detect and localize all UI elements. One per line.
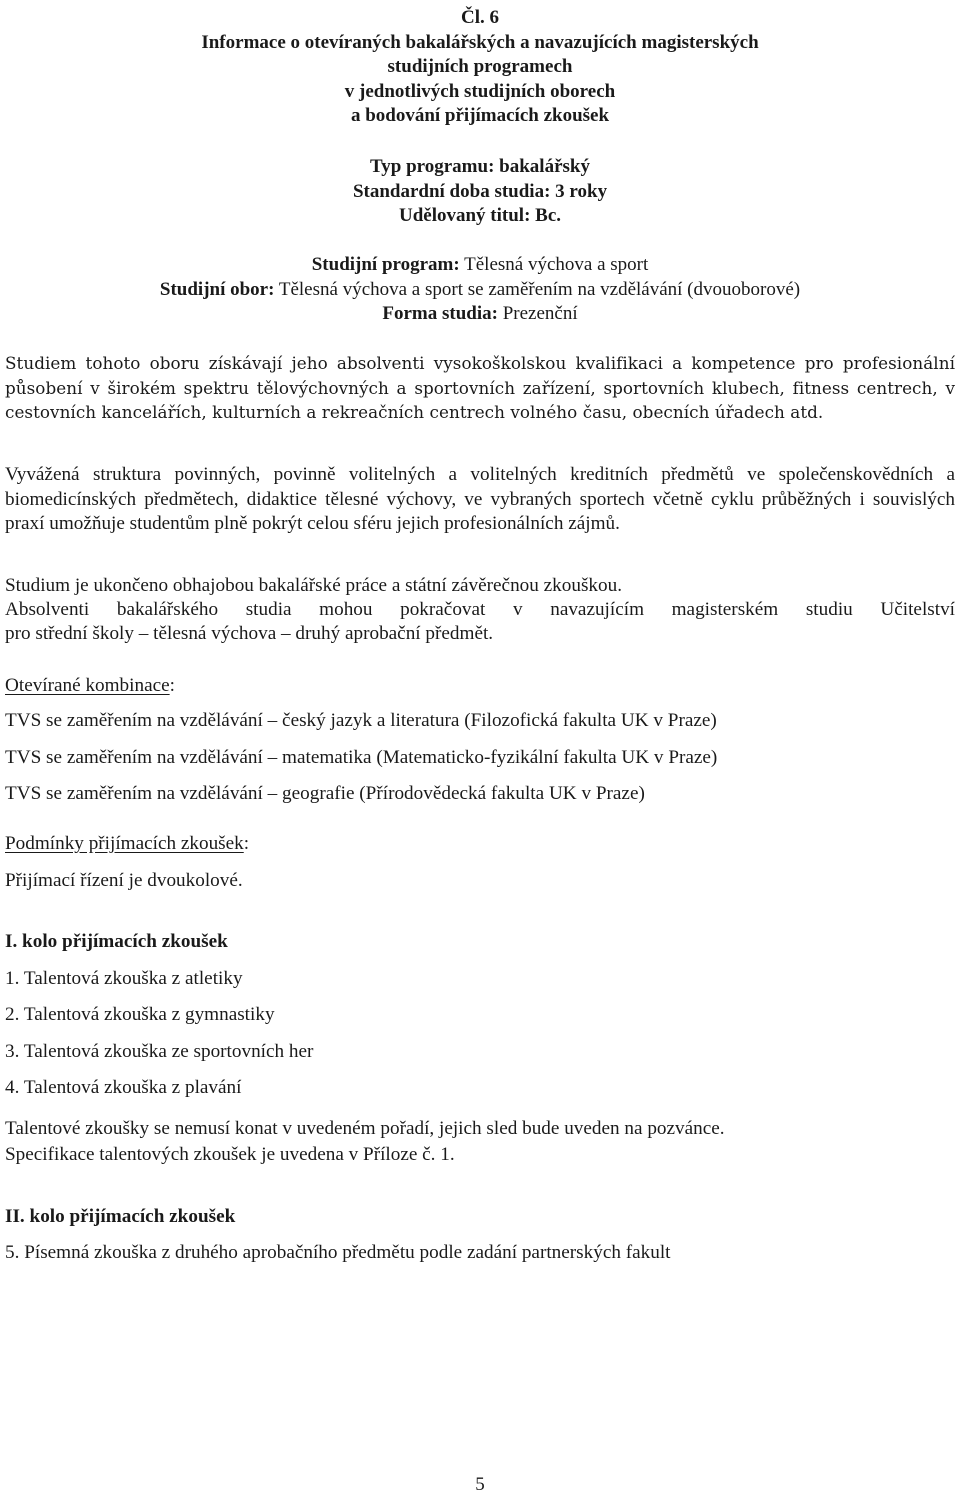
study-duration: Standardní doba studia: 3 roky (352, 180, 608, 202)
round1-note: Talentové zkoušky se nemusí konat v uvedeném pořadí, jejich sled bude uveden na pozvánce. (5, 1118, 725, 1139)
study-form-value: Prezenční (497, 303, 578, 324)
conditions-heading (5, 832, 955, 856)
paragraph-completion (5, 574, 955, 646)
combinations-heading-text: Otevírané kombinace (5, 675, 170, 696)
study-program (5, 253, 955, 278)
round1-item: 4. Talentová zkouška z plavání (5, 1077, 242, 1098)
round1-item: 3. Talentová zkouška ze sportovních her (5, 1041, 314, 1062)
program-info (5, 253, 955, 327)
completion-line-2: Absolventi bakalářského studia mohou pokračovat v navazujícím magisterském studiu Učitelství (5, 599, 955, 620)
conditions-text: Přijímací řízení je dvoukolové. (5, 870, 243, 891)
round1-note: Specifikace talentových zkoušek je uvedena v Příloze č. 1. (5, 1144, 455, 1165)
study-field (5, 278, 955, 303)
program-meta (5, 155, 955, 229)
study-form-label: Forma studia: (382, 303, 498, 324)
study-program-label: Studijní program: (311, 254, 460, 275)
round1-heading: I. kolo přijímacích zkoušek (5, 931, 228, 952)
combinations-heading-colon: : (169, 675, 175, 696)
document-header (5, 6, 955, 129)
title-line-1: Informace o otevíraných bakalářských a navazujících magisterských (201, 31, 759, 53)
combination-item: TVS se zaměřením na vzdělávání – český jazyk a literatura (Filozofická fakulta UK v Praze) (5, 710, 717, 731)
conditions-heading-text: Podmínky přijímacích zkoušek (5, 833, 244, 854)
study-form (5, 302, 955, 327)
conditions-heading-colon: : (243, 833, 250, 854)
combination-item: TVS se zaměřením na vzdělávání – geografie (Přírodovědecká fakulta UK v Praze) (5, 783, 645, 804)
title-line-3: v jednotlivých studijních oborech (344, 80, 616, 102)
round2-item: 5. Písemná zkouška z druhého aprobačního předmětu podle zadání partnerských fakult (5, 1242, 671, 1263)
study-field-label: Studijní obor: (159, 278, 275, 300)
combination-item: TVS se zaměřením na vzdělávání – matematika (Matematicko-fyzikální fakulta UK v Praze) (5, 747, 718, 768)
program-type: Typ programu: bakalářský (370, 156, 590, 177)
round1-item: 2. Talentová zkouška z gymnastiky (5, 1004, 275, 1025)
study-field-value: Tělesná výchova a sport se zaměřením na vzdělávání (dvouoborové) (274, 278, 801, 300)
article-number: Čl. 6 (461, 7, 499, 28)
round2-heading: II. kolo přijímacích zkoušek (5, 1206, 236, 1227)
completion-line-1: Studium je ukončeno obhajobou bakalářské práce a státní závěrečnou zkouškou. (5, 575, 622, 596)
title-line-2: studijních programech (387, 56, 573, 77)
completion-line-3: pro střední školy – tělesná výchova – druhý aprobační předmět. (5, 623, 494, 644)
paragraph-graduates: Studiem tohoto oboru získávají jeho absolventi vysokoškolskou kvalifikaci a kompetence pro profesionální působení v širokém spektru tělovýchovných a sportovních zařízení, sportovních klubech, fitness centrech, v cestovních kancelářích, kulturních a rekreačních centrech volného času, obecních úřadech atd. (5, 353, 955, 422)
round1-item: 1. Talentová zkouška z atletiky (5, 968, 243, 989)
paragraph-structure: Vyvážená struktura povinných, povinně volitelných a volitelných kreditních předmětů ve společenskovědních a biomedicínských předmětech, didaktice tělesné výchovy, ve vybraných sportech včetně cyklu průběžných i souvislých praxí umožňuje studentům plně pokrýt celou sféru jejich profesionálních zájmů. (5, 464, 955, 534)
title-line-4: a bodování přijímacích zkoušek (350, 105, 610, 126)
page-number: 5 (475, 1474, 485, 1495)
study-program-value: Tělesná výchova a sport (459, 254, 649, 275)
awarded-degree: Udělovaný titul: Bc. (398, 205, 562, 226)
combinations-heading (5, 674, 955, 698)
